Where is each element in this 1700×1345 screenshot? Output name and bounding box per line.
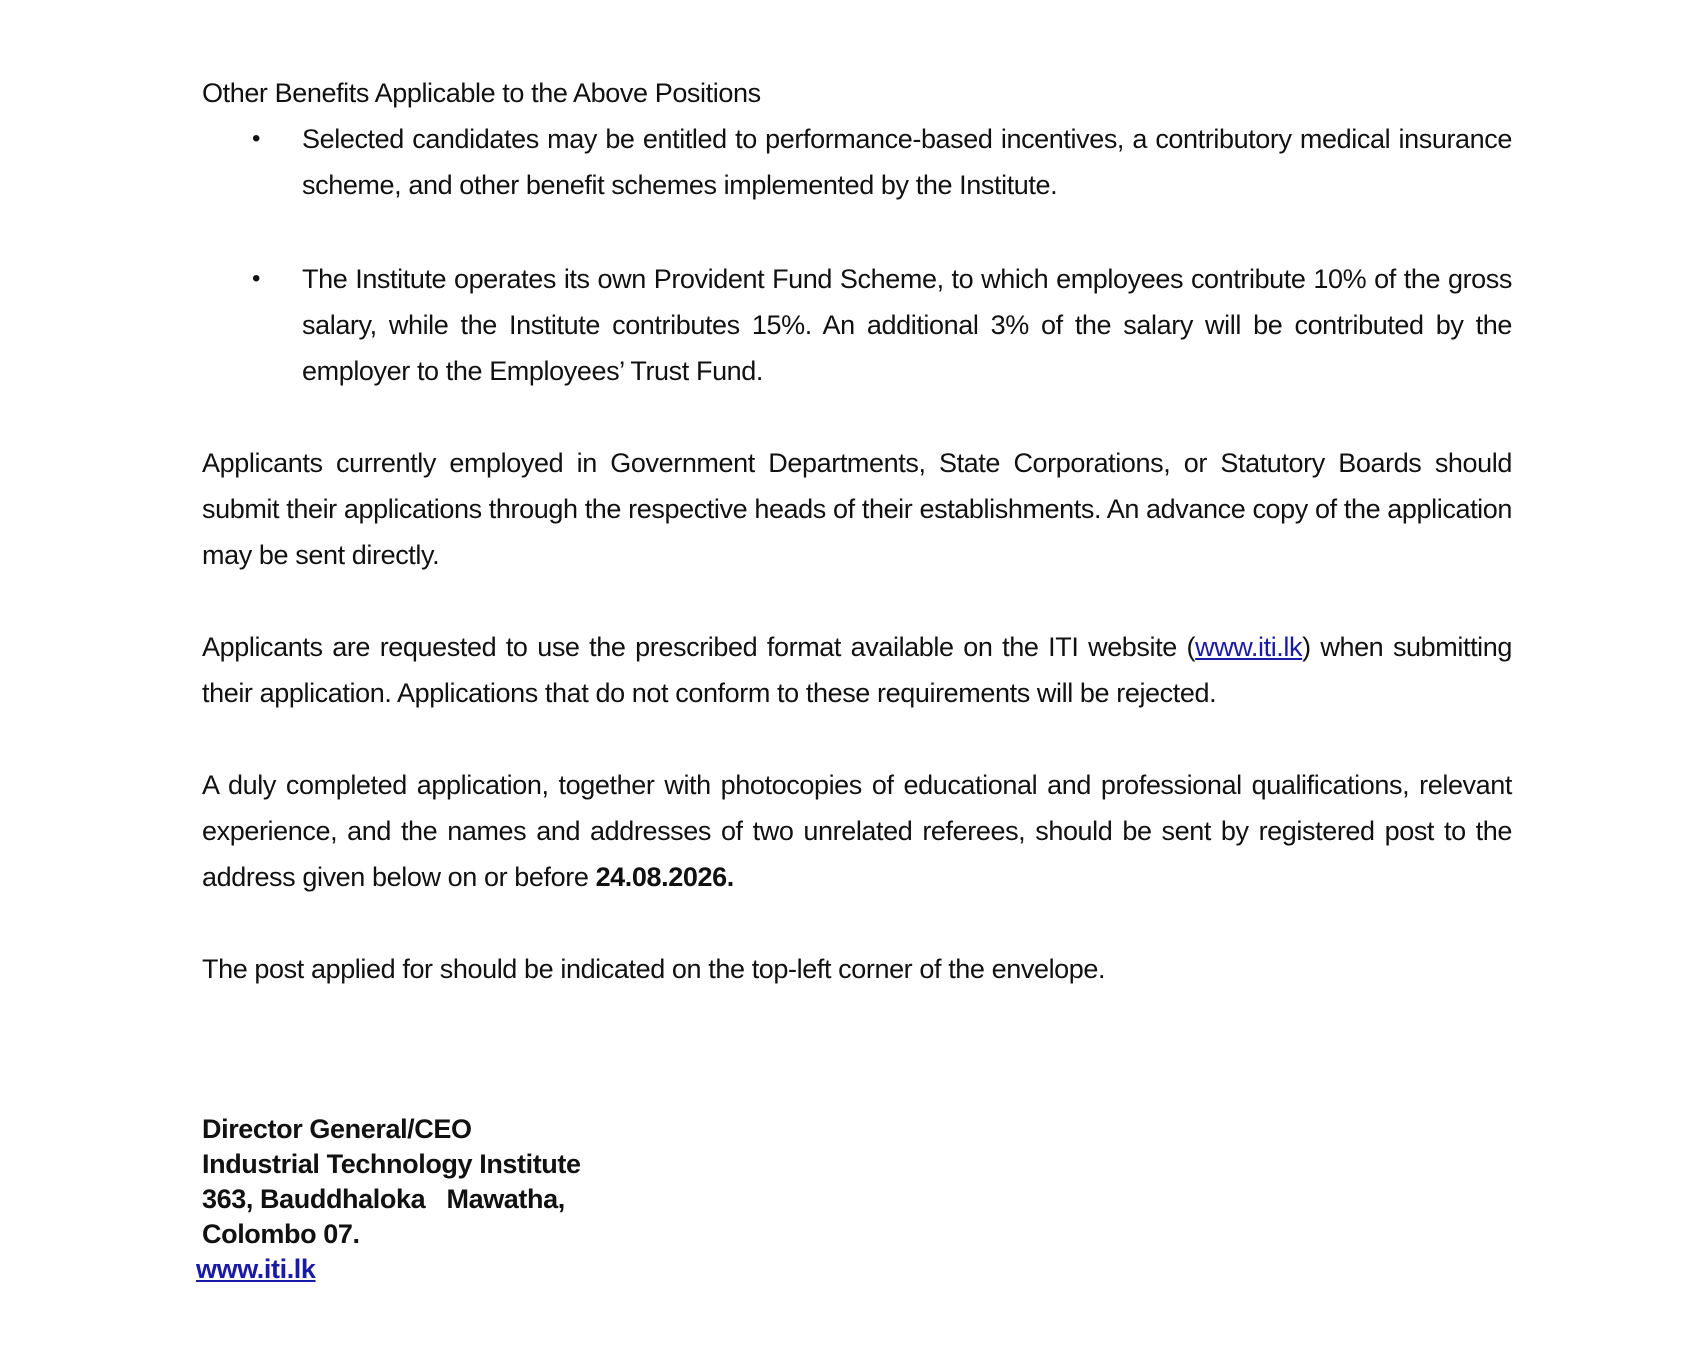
address-street: 363, Bauddhaloka Mawatha,: [202, 1184, 565, 1214]
government-applicants-paragraph: Applicants currently employed in Government Departments, State Corporations, or Statutory Boards should submit their applications through the respective heads of their establishments. An advance copy of the application may be sent directly.: [202, 448, 1512, 570]
address-website-link[interactable]: www.iti.lk: [196, 1254, 316, 1284]
benefit-text-provident-fund: The Institute operates its own Provident Fund Scheme, to which employees contribute 10% of the gross salary, while the Institute contributes 15%. An additional 3% of the salary will be contributed by the employer to the Employees’ Trust Fund.: [302, 264, 1512, 386]
address-organization: Industrial Technology Institute: [202, 1149, 581, 1179]
iti-website-link[interactable]: www.iti.lk: [1195, 632, 1303, 662]
address-title: Director General/CEO: [202, 1114, 472, 1144]
bullet-icon: •: [252, 125, 261, 152]
bullet-icon: •: [252, 265, 261, 292]
prescribed-format-paragraph: [202, 624, 1512, 716]
envelope-instruction-paragraph: The post applied for should be indicated on the top-left corner of the envelope.: [202, 954, 1106, 984]
deadline-date: 24.08.2026.: [595, 862, 734, 892]
document-body: [202, 70, 1512, 992]
format-text-before: Applicants are requested to use the prescribed format available on the ITI website (: [202, 632, 1196, 662]
submission-paragraph: [202, 762, 1512, 900]
address-city: Colombo 07.: [202, 1219, 360, 1249]
benefits-heading: Other Benefits Applicable to the Above Positions: [202, 78, 761, 108]
benefits-list: [202, 116, 1512, 394]
list-item: [202, 116, 1512, 208]
list-item: [202, 256, 1512, 394]
postal-address: [196, 1112, 581, 1287]
format-text-after: ) when submitting their application. Applications that do not conform to these requirements will be rejected.: [202, 632, 1513, 708]
benefit-text-incentives: Selected candidates may be entitled to performance-based incentives, a contributory medical insurance scheme, and other benefit schemes implemented by the Institute.: [302, 124, 1512, 200]
submission-text: A duly completed application, together with photocopies of educational and professional qualifications, relevant experience, and the names and addresses of two unrelated referees, should be sent by registered post to the address given below on or before: [202, 770, 1512, 892]
